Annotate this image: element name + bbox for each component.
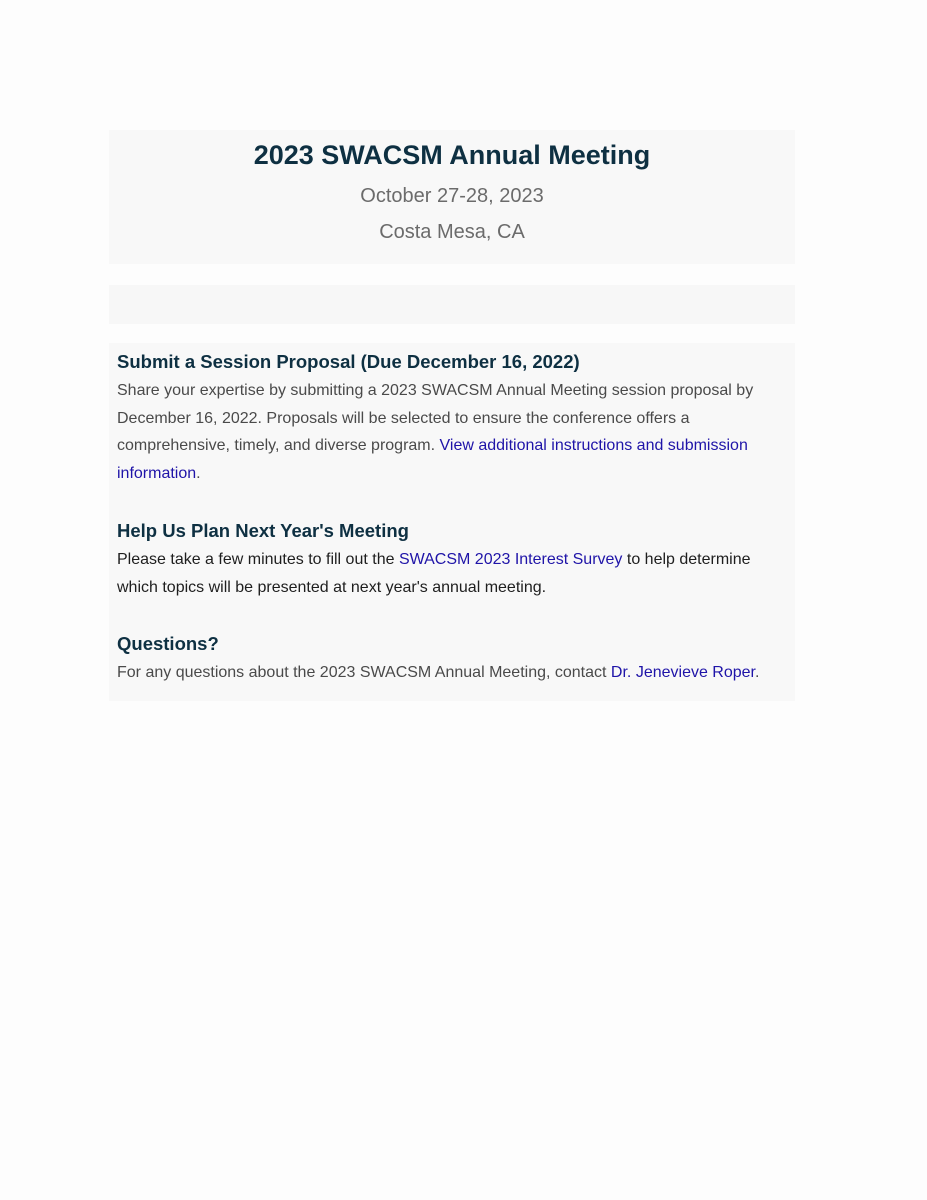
submission-info-link[interactable]: View additional instructions and submission information <box>117 437 748 482</box>
plan-text-after: to help determine which topics will be presented at next year's annual meeting. <box>117 551 751 596</box>
section-heading-questions: Questions? <box>117 633 219 654</box>
contact-roper-link[interactable]: Dr. Jenevieve Roper <box>610 664 755 681</box>
section-session-proposal <box>117 350 767 487</box>
section-body-plan <box>117 546 767 601</box>
proposal-period: . <box>196 464 201 482</box>
content-panel <box>109 343 795 701</box>
section-questions <box>117 632 767 687</box>
section-heading-plan: Help Us Plan Next Year's Meeting <box>117 520 409 541</box>
event-title: 2023 SWACSM Annual Meeting <box>253 140 651 170</box>
questions-text: For any questions about the 2023 SWACSM Annual Meeting, contact <box>117 664 611 681</box>
event-dates: October 27-28, 2023 <box>360 185 544 207</box>
event-location: Costa Mesa, CA <box>379 221 525 243</box>
section-heading-proposal: Submit a Session Proposal (Due December 16, 2022) <box>117 351 580 372</box>
plan-text-before: Please take a few minutes to fill out the <box>117 551 399 568</box>
interest-survey-link[interactable]: SWACSM 2023 Interest Survey <box>398 551 623 568</box>
section-body-proposal <box>117 377 767 487</box>
proposal-text: Share your expertise by submitting a 2023 SWACSM Annual Meeting session proposal by December 16, 2022. Proposals will be selected to ensure the conference offers a comprehensive, timely, and diverse program. <box>117 382 754 454</box>
section-plan-meeting <box>117 519 767 601</box>
blank-banner <box>109 285 795 324</box>
section-body-questions <box>117 659 767 687</box>
event-header <box>109 130 795 264</box>
questions-period: . <box>755 664 760 681</box>
